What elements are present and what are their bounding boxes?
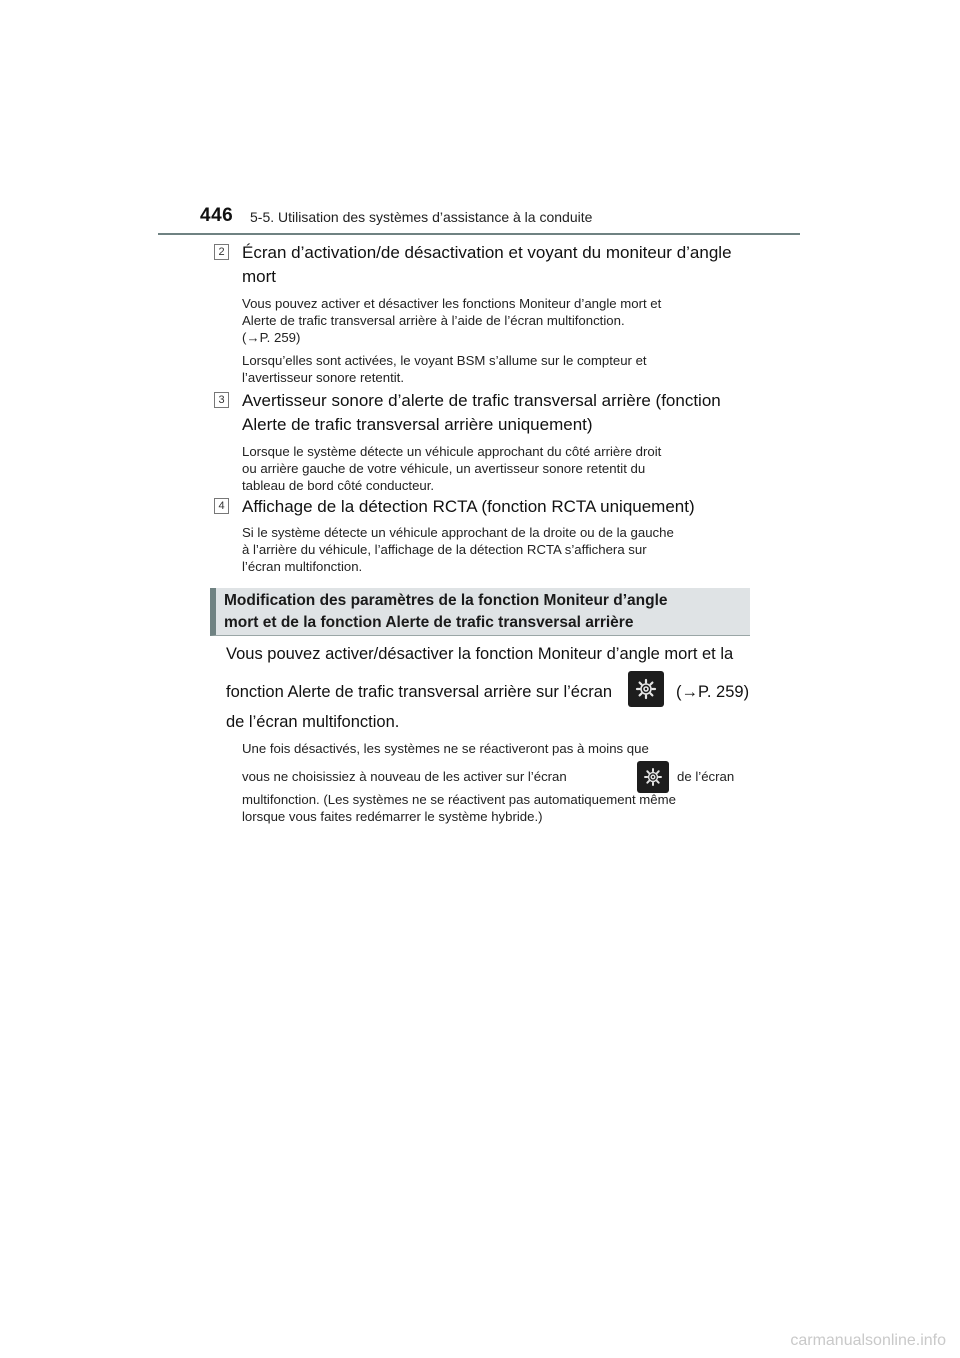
note-line: lorsque vous faites redémarrer le système hybride.) <box>242 809 543 824</box>
item-body-line: l’avertisseur sonore retentit. <box>242 370 404 385</box>
gear-icon <box>637 761 669 793</box>
note-line: multifonction. (Les systèmes ne se réactivent pas automatiquement même <box>242 792 676 807</box>
item-body-line: l’écran multifonction. <box>242 559 363 574</box>
section-heading-box <box>210 588 750 636</box>
item-title-line: Affichage de la détection RCTA (fonction RCTA uniquement) <box>242 497 695 516</box>
item-body-line: à l’arrière du véhicule, l’affichage de la détection RCTA s’affichera sur <box>242 542 647 557</box>
item-body-line: Si le système détecte un véhicule approchant de la droite ou de la gauche <box>242 525 674 540</box>
paragraph-line: Vous pouvez activer/désactiver la fonction Moniteur d’angle mort et la <box>226 645 734 663</box>
page-header <box>200 205 800 235</box>
note-line: Une fois désactivés, les systèmes ne se réactiveront pas à moins que <box>242 741 649 756</box>
paragraph-line: de l’écran multifonction. <box>226 713 400 731</box>
chapter-title: 5-5. Utilisation des systèmes d’assistance à la conduite <box>250 209 593 225</box>
header-rule <box>158 233 800 235</box>
item-title-line: mort <box>242 267 276 286</box>
gear-icon <box>628 671 664 707</box>
item-number-badge: 3 <box>214 392 229 408</box>
item-body-line: tableau de bord côté conducteur. <box>242 478 435 493</box>
item-body-line: Vous pouvez activer et désactiver les fonctions Moniteur d’angle mort et <box>242 296 662 311</box>
item-number-badge: 2 <box>214 244 229 260</box>
note-line: de l’écran <box>677 769 735 784</box>
item-body-line: Lorsque le système détecte un véhicule approchant du côté arrière droit <box>242 444 662 459</box>
section-title-line: mort et de la fonction Alerte de trafic transversal arrière <box>224 614 634 631</box>
item-body-line: Lorsqu’elles sont activées, le voyant BSM s’allume sur le compteur et <box>242 353 647 368</box>
note-line: vous ne choisissiez à nouveau de les activer sur l’écran <box>242 769 567 784</box>
page-number: 446 <box>200 205 234 226</box>
item-title-line: Écran d’activation/de désactivation et voyant du moniteur d’angle <box>242 243 732 262</box>
item-body-line: Alerte de trafic transversal arrière à l’aide de l’écran multifonction. <box>242 313 625 328</box>
item-number-badge: 4 <box>214 498 229 514</box>
item-title-line: Alerte de trafic transversal arrière uniquement) <box>242 415 593 434</box>
page-reference: (→P. 259) <box>676 683 750 701</box>
watermark: carmanualsonline.info <box>790 1332 946 1349</box>
page-reference: (→P. 259) <box>242 330 301 345</box>
section-title-line: Modification des paramètres de la fonction Moniteur d’angle <box>224 592 668 609</box>
item-body-line: ou arrière gauche de votre véhicule, un avertisseur sonore retentit du <box>242 461 646 476</box>
paragraph-line: fonction Alerte de trafic transversal arrière sur l’écran <box>226 683 613 701</box>
item-title-line: Avertisseur sonore d’alerte de trafic transversal arrière (fonction <box>242 391 721 410</box>
